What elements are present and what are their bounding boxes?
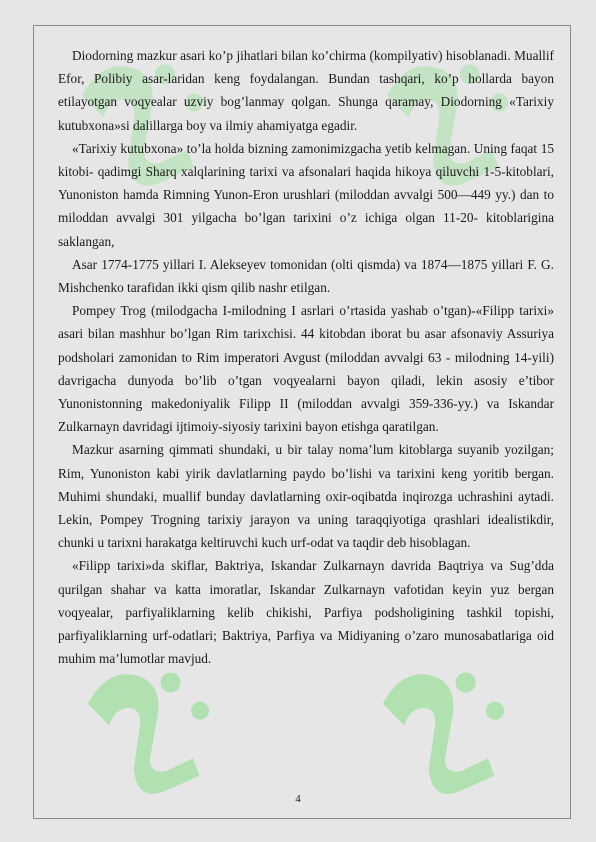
paragraph: Pompey Trog (milodgacha I-milodning I asrlari o’rtasida yashab o’tgan)-«Filipp tarixi» asari bilan mashhur bo’lgan Rim tarixchisi. 44 kitobdan iborat bu asar afsonaviy Assuriya podsholari zamonidan to Rim imperatori Avgust (miloddan avvalgi 63 - milodning 14-yili) davrigacha dunyoda bo’lib o’tgan voqyealarni bayon qiladi, lekin asosiy e’tibor Yunonistonning makedoniyalik Filipp II (miloddan avvalgi 359-336-yy.) va Iskandar Zulkarnayn davridagi ijtimoiy-siyosiy tarixini bayon etishga qaratilgan. bbox=[58, 303, 554, 435]
page-number: 4 bbox=[295, 793, 301, 805]
paragraph: «Tarixiy kutubxona» to’la holda bizning zamonimizgacha yetib kelmagan. Uning faqat 15 kitobi- qadimgi Sharq xalqlarining tarixi va afsonalari haqida hikoya qiluvchi 1-5-kitoblari, Yunoniston hamda Rimning Yunon-Eron urushlari (miloddan avvalgi 500—449 yy.) dan to miloddan avvalgi 301 yilgacha bo’lgan tarixini o’z ichiga olgan 11-20- kitoblarigina saklangan, bbox=[58, 140, 554, 249]
document-body bbox=[58, 44, 554, 670]
paragraph: Mazkur asarning qimmati shundaki, u bir talay noma’lum kitoblarga suyanib yozilgan; Rim, Yunoniston kabi yirik davlatlarning paydo bo’lishi va tarixini keng yoritib bergan. Muhimi shundaki, muallif bunday davlatlarning oxir-oqibatda inqirozga uchrashini aytadi. Lekin, Pompey Trogning tarixiy jarayon va uning taraqqiyotiga qrashlari idealistikdir, chunki u tarixni harakatga keltiruvchi kuch urf-odat va taqdir deb hisoblagan. bbox=[58, 442, 554, 551]
paragraph: «Filipp tarixi»da skiflar, Baktriya, Iskandar Zulkarnayn davrida Baqtriya va Sug’dda qurilgan shahar va katta imoratlar, Iskandar Zulkarnayn vafotidan keyin yuz bergan voqyealar, parfiyaliklarning kelib chikishi, Parfiya podsholigining tashkil topishi, parfiyaliklarning urf-odatlari; Baktriya, Parfiya va Midiyaning o’zaro munosabatlariga oid muhim ma’lumotlar mavjud. bbox=[58, 558, 554, 667]
paragraph: Asar 1774-1775 yillari I. Alekseyev tomonidan (olti qismda) va 1874—1875 yillari F. G. Mishchenko tarafidan ikki qism qilib nashr etilgan. bbox=[58, 256, 554, 296]
paragraph: Diodorning mazkur asari ko’p jihatlari bilan ko’chirma (kompilyativ) hisoblanadi. Muallif Efor, Polibiy asar-laridan keng foydalangan. Bundan tashqari, ko’p hollarda bayon etilayotgan voqyealar uzviy bog’lanmay qolgan. Shunga qaramay, Diodorning «Tarixiy kutubxona»si dalillarga boy va ilmiy ahamiyatga egadir. bbox=[58, 48, 554, 133]
